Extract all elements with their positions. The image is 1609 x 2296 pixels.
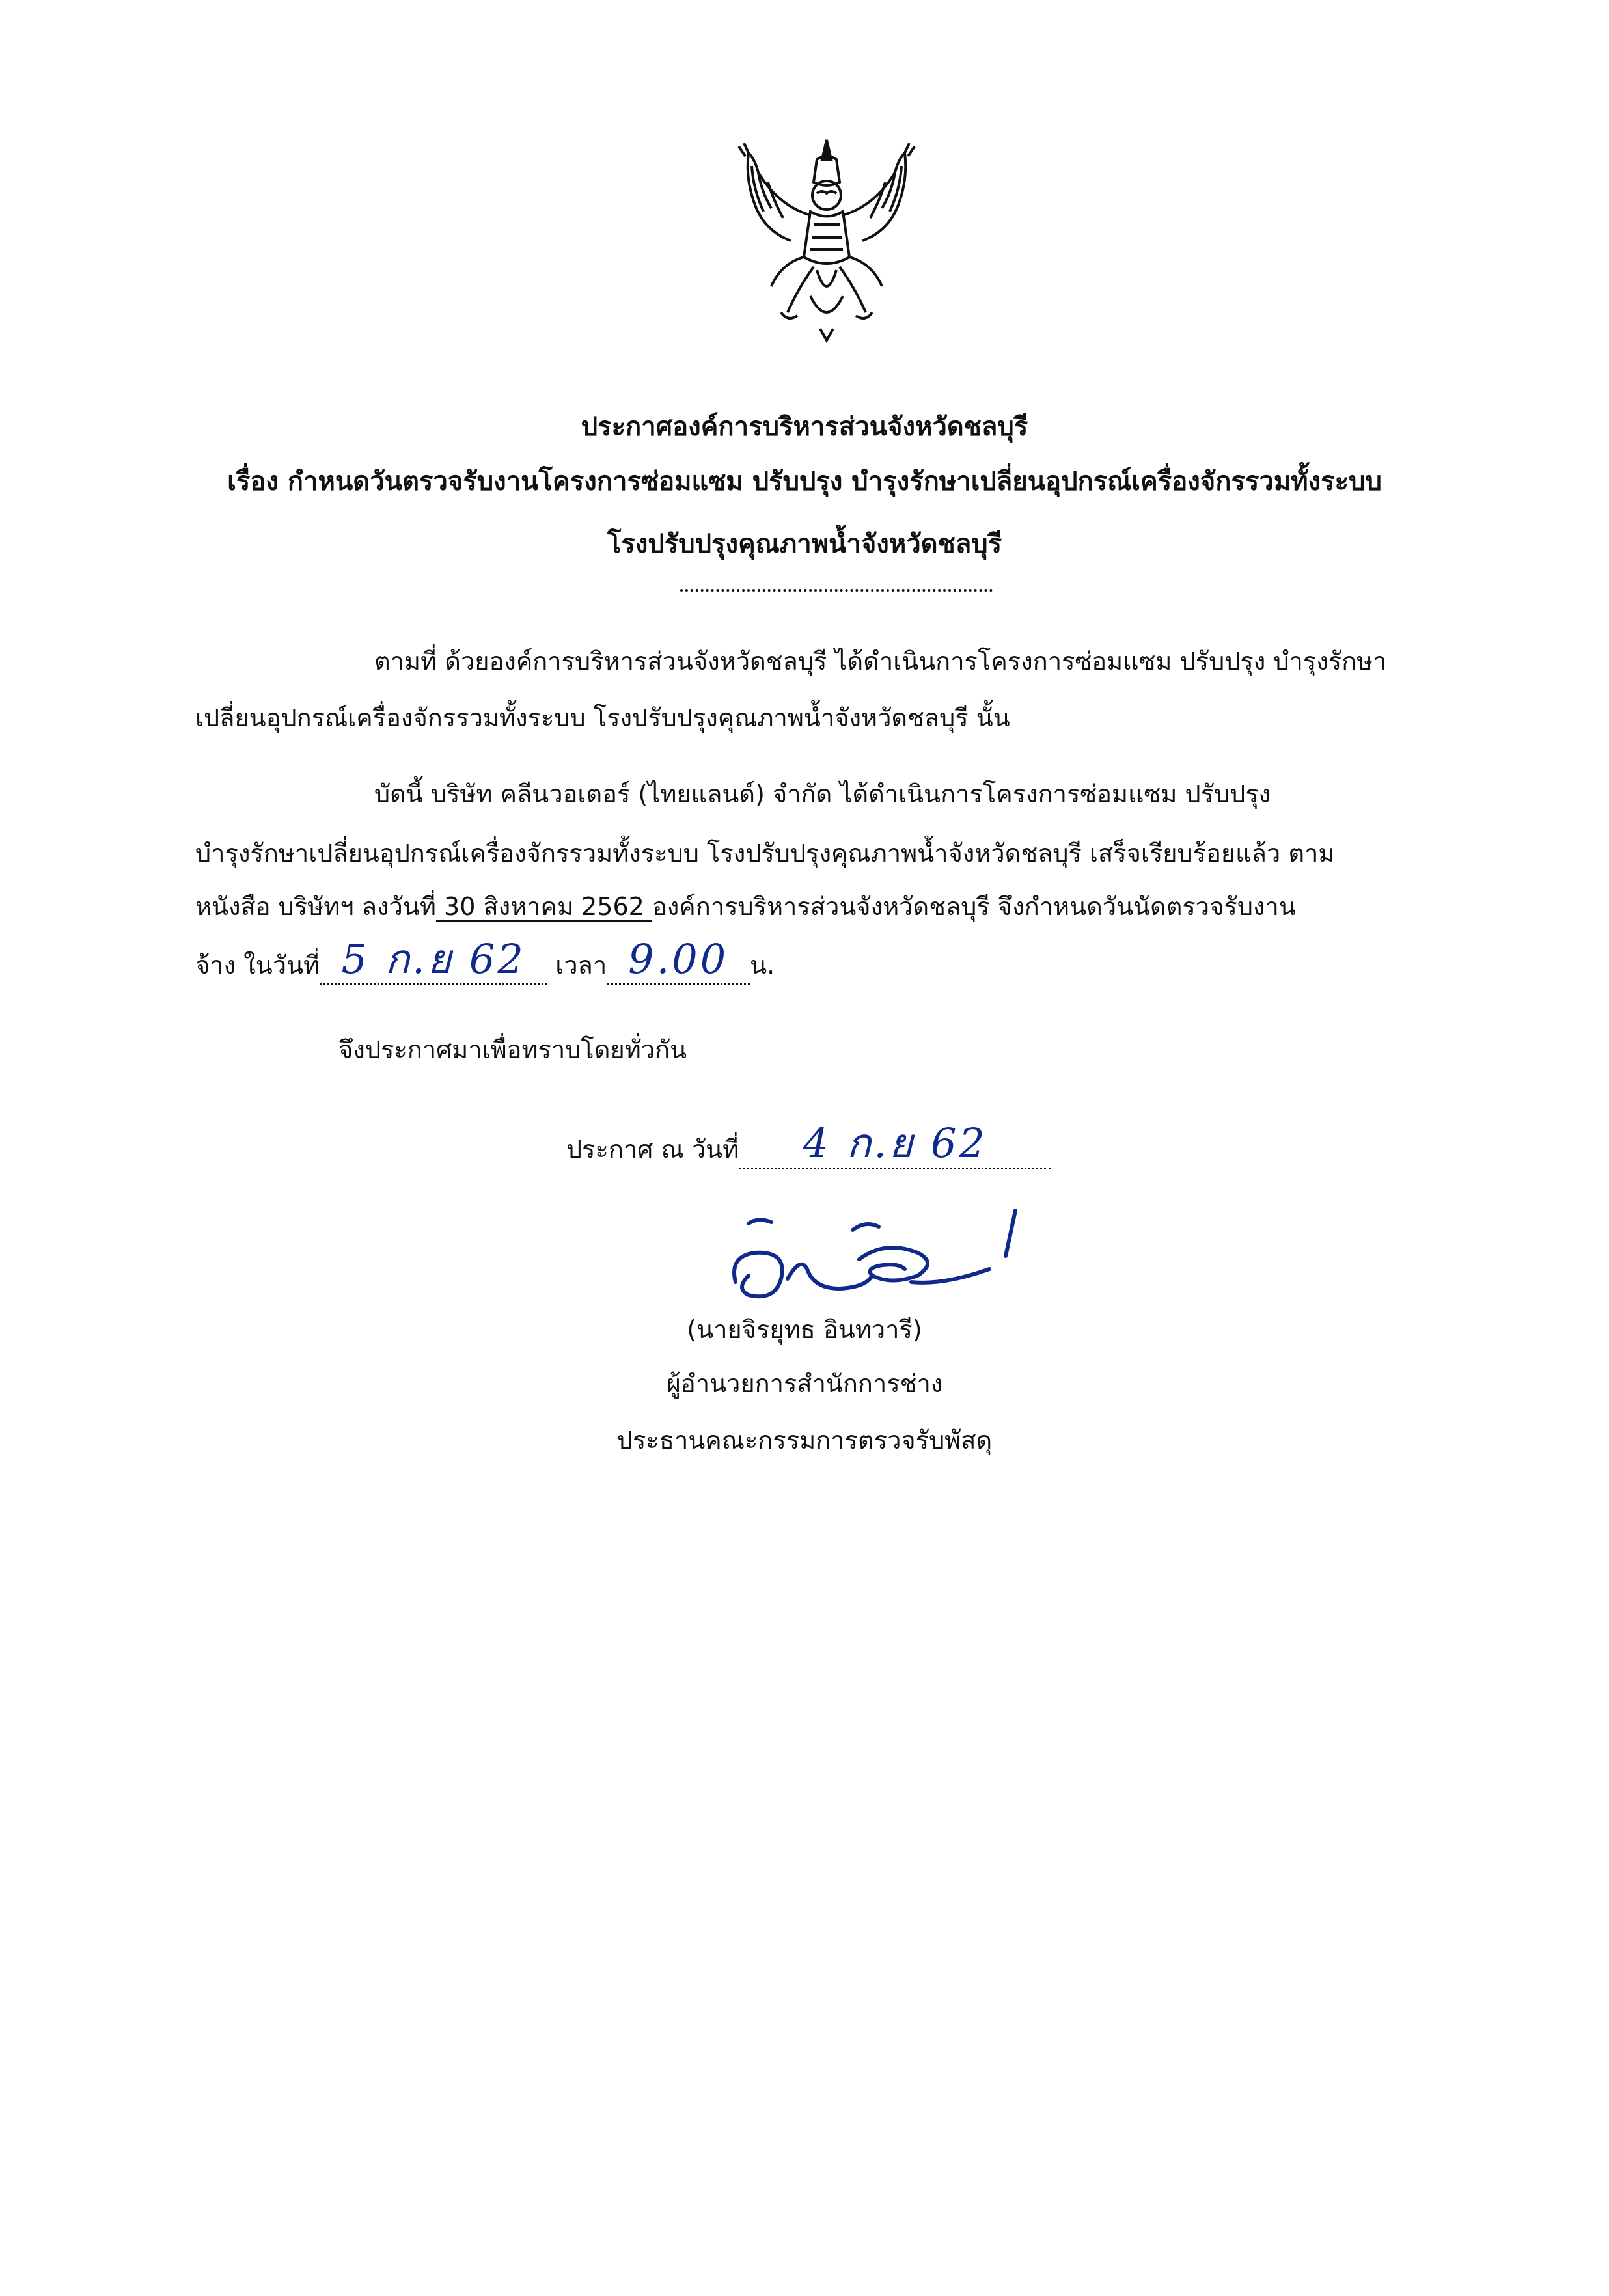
paragraph-1-line-2: เปลี่ยนอุปกรณ์เครื่องจักรรวมทั้งระบบ โรงปรับปรุงคุณภาพน้ำจังหวัดชลบุรี นั้น <box>195 704 1010 732</box>
document-subject-continued: โรงปรับปรุงคุณภาพน้ำจังหวัดชลบุรี <box>607 529 1002 559</box>
garuda-emblem-icon <box>719 133 934 348</box>
closing-statement: จึงประกาศมาเพื่อทราบโดยทั่วกัน <box>338 1035 687 1064</box>
inspection-time-unit: น. <box>750 951 775 979</box>
inspection-time-handwritten: 9.00 <box>628 935 729 983</box>
paragraph-2-line-4 <box>195 935 775 985</box>
announcement-date-handwritten: 4 ก.ย 62 <box>803 1119 987 1167</box>
announcement-date-label: ประกาศ ณ วันที่ <box>566 1135 739 1164</box>
announcement-date-field <box>739 1119 1051 1169</box>
letter-date-suffix: องค์การบริหารส่วนจังหวัดชลบุรี จึงกำหนดวันนัดตรวจรับงาน <box>652 892 1296 921</box>
inspection-time-label: เวลา <box>547 951 607 979</box>
inspection-time-field <box>607 935 750 985</box>
paragraph-2-line-3 <box>195 888 1296 925</box>
document-title: ประกาศองค์การบริหารส่วนจังหวัดชลบุรี <box>581 412 1028 442</box>
paragraph-2-line-2: บำรุงรักษาเปลี่ยนอุปกรณ์เครื่องจักรรวมทั้งระบบ โรงปรับปรุงคุณภาพน้ำจังหวัดชลบุรี เสร็จเรียบร้อยแล้ว ตาม <box>195 839 1335 868</box>
title-separator <box>680 589 993 592</box>
handwritten-signature <box>709 1204 1074 1315</box>
paragraph-2-line-1: บัดนี้ บริษัท คลีนวอเตอร์ (ไทยแลนด์) จำกัด ได้ดำเนินการโครงการซ่อมแซม ปรับปรุง <box>374 780 1271 808</box>
inspection-date-field <box>320 935 547 985</box>
letter-date-prefix: หนังสือ บริษัทฯ ลงวันที่ <box>195 892 436 921</box>
signatory-committee-role: ประธานคณะกรรมการตรวจรับพัสดุ <box>616 1426 993 1455</box>
document-subject: เรื่อง กำหนดวันตรวจรับงานโครงการซ่อมแซม ปรับปรุง บำรุงรักษาเปลี่ยนอุปกรณ์เครื่องจักรรวมทั้งระบบ <box>227 467 1382 497</box>
inspection-date-handwritten: 5 ก.ย 62 <box>341 935 526 983</box>
letter-date: 30 สิงหาคม 2562 <box>435 892 652 921</box>
inspection-date-label: จ้าง ในวันที่ <box>195 951 320 979</box>
paragraph-1-line-1: ตามที่ ด้วยองค์การบริหารส่วนจังหวัดชลบุรี ได้ดำเนินการโครงการซ่อมแซม ปรับปรุง บำรุงรักษา <box>374 647 1387 676</box>
signatory-name: (นายจิรยุทธ อินทวารี) <box>687 1315 922 1344</box>
announcement-date-line <box>566 1119 1051 1169</box>
signatory-position: ผู้อำนวยการสำนักการช่าง <box>666 1369 943 1398</box>
